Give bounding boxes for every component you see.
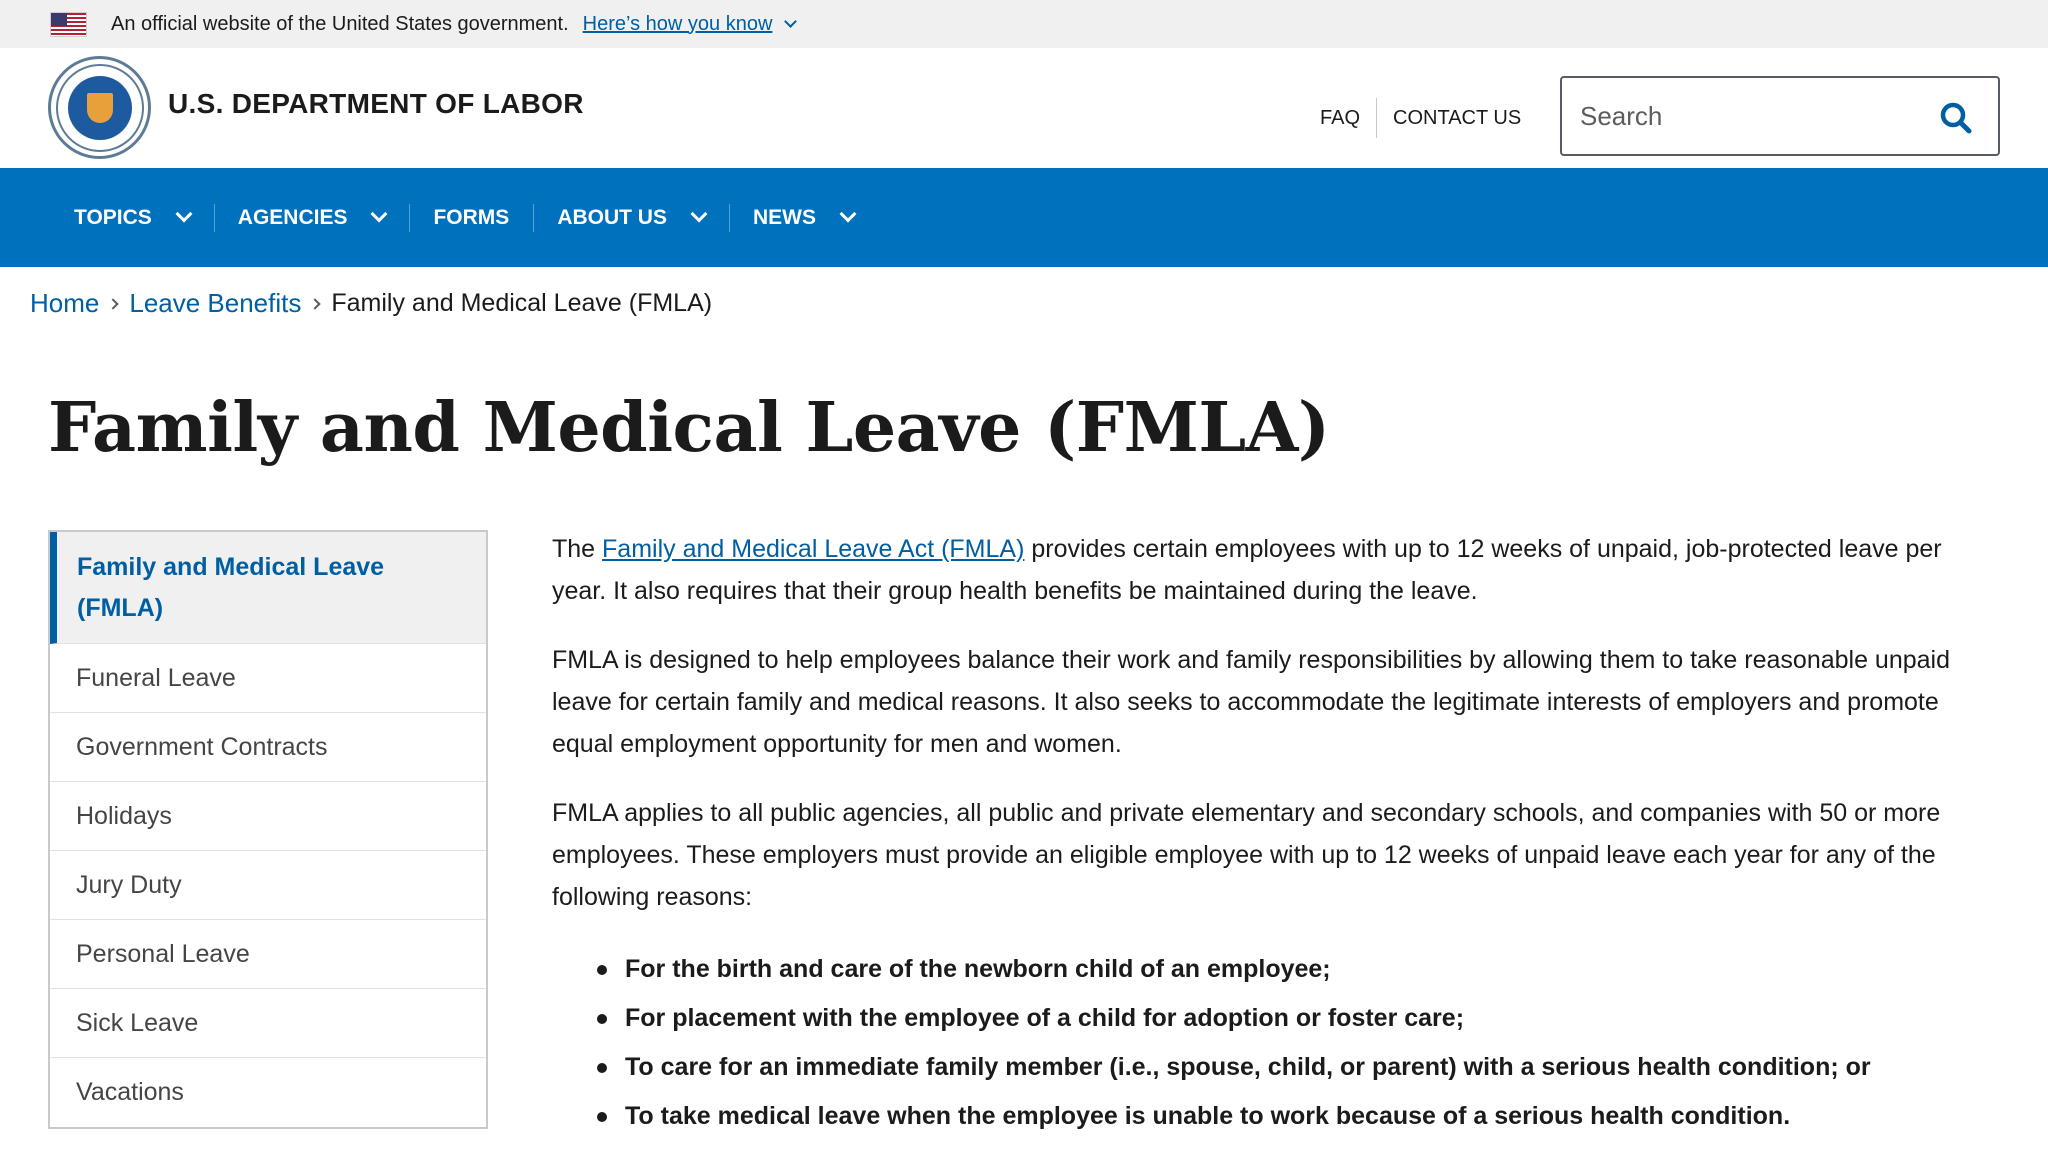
chevron-down-icon[interactable] xyxy=(785,15,798,28)
search-box xyxy=(1560,76,2000,156)
site-header xyxy=(0,48,2048,168)
main-content xyxy=(552,528,1982,1141)
applicability-paragraph: FMLA applies to all public agencies, all public and private elementary and secondary schools, and companies with 50 or more employees. These employers must provide an eligible employee with up to 12 weeks of unpaid leave each year for any of the following reasons: xyxy=(552,799,1941,911)
breadcrumb-leave-benefits[interactable]: Leave Benefits xyxy=(129,288,302,318)
intro-text-before: The xyxy=(552,535,603,563)
main-nav xyxy=(0,168,2048,267)
nav-label: NEWS xyxy=(752,205,816,229)
nav-news[interactable] xyxy=(729,194,878,242)
side-nav xyxy=(48,530,488,1129)
gov-banner-text: An official website of the United States government. xyxy=(111,12,569,35)
heres-how-you-know-link[interactable]: Here’s how you know xyxy=(582,12,773,35)
nav-forms[interactable] xyxy=(409,194,533,242)
gov-banner xyxy=(0,0,2048,48)
sidenav-item-government-contracts[interactable]: Government Contracts xyxy=(50,713,486,782)
intro-paragraph xyxy=(552,528,1982,612)
us-flag-icon xyxy=(50,12,87,37)
purpose-paragraph: FMLA is designed to help employees balance their work and family responsibilities by allowing them to take reasonable unpaid leave for certain family and medical reasons. It also seeks to accommodate the legitimate interests of employers and promote equal employment opportunity for men and women. xyxy=(552,646,1951,758)
nav-topics[interactable] xyxy=(50,194,214,242)
nav-agencies[interactable] xyxy=(214,194,410,242)
dol-seal-icon[interactable] xyxy=(48,56,151,159)
chevron-down-icon xyxy=(690,205,707,222)
breadcrumb xyxy=(30,288,712,319)
sidenav-item-funeral-leave[interactable]: Funeral Leave xyxy=(50,644,486,713)
search-input[interactable] xyxy=(1580,96,1900,136)
chevron-right-icon xyxy=(310,298,321,309)
nav-about-us[interactable] xyxy=(533,194,729,242)
sidenav-item-fmla[interactable]: Family and Medical Leave (FMLA) xyxy=(50,532,486,644)
sidenav-item-vacations[interactable]: Vacations xyxy=(76,1078,184,1106)
chevron-down-icon xyxy=(839,205,856,222)
faq-link[interactable]: FAQ xyxy=(1320,98,1377,138)
utility-links xyxy=(1320,96,1521,140)
list-item: To take medical leave when the employee is unable to work because of a serious health condition. xyxy=(552,1092,1982,1141)
nav-label: AGENCIES xyxy=(237,205,348,229)
nav-label: TOPICS xyxy=(74,205,152,229)
sidenav-item-jury-duty[interactable]: Jury Duty xyxy=(50,851,486,920)
breadcrumb-home[interactable]: Home xyxy=(30,288,100,318)
breadcrumb-current: Family and Medical Leave (FMLA) xyxy=(331,289,713,317)
sidenav-item-sick-leave[interactable]: Sick Leave xyxy=(50,989,486,1058)
chevron-down-icon xyxy=(175,205,192,222)
list-item: For placement with the employee of a child for adoption or foster care; xyxy=(552,994,1982,1043)
sidenav-item-personal-leave[interactable]: Personal Leave xyxy=(50,920,486,989)
intro-text-after: provides certain employees with up to 12 weeks of unpaid, job-protected leave per year. It also requires that their group health benefits be maintained during the leave. xyxy=(552,535,1942,605)
page-title: Family and Medical Leave (FMLA) xyxy=(48,388,1330,468)
department-name[interactable]: U.S. DEPARTMENT OF LABOR xyxy=(168,88,584,119)
list-item: For the birth and care of the newborn child of an employee; xyxy=(552,945,1982,994)
fmla-act-link[interactable]: Family and Medical Leave Act (FMLA) xyxy=(602,535,1025,563)
contact-us-link[interactable]: CONTACT US xyxy=(1393,106,1522,129)
chevron-down-icon xyxy=(371,205,388,222)
search-icon[interactable] xyxy=(1936,98,1976,138)
list-item: To care for an immediate family member (i.e., spouse, child, or parent) with a serious health condition; or xyxy=(552,1043,1982,1092)
reasons-list xyxy=(552,945,1982,1141)
chevron-right-icon xyxy=(108,298,119,309)
nav-label: ABOUT US xyxy=(557,205,667,229)
sidenav-item-holidays[interactable]: Holidays xyxy=(50,782,486,851)
nav-label: FORMS xyxy=(433,205,510,229)
